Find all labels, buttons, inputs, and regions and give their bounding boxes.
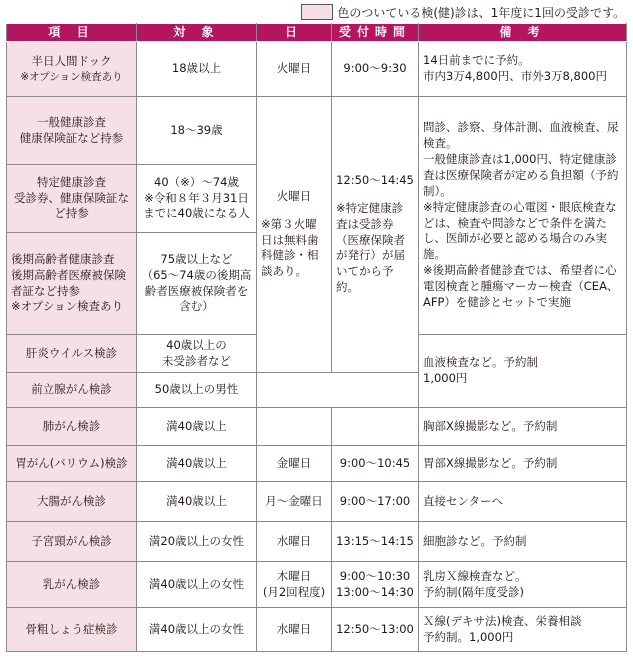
item-cell: 半日人間ドック ※オプション検査あり bbox=[7, 42, 137, 97]
note-cell-merged: 問診、診察、身体計測、血液検査、尿検査。 一般健康診査は1,000円、特定健康診査は医療保険者が定める負担額（予約制）。 ※特定健康診査の心電図・眼底検査などは、検査や問診などで条件を満たし、医師が必要と認める場合のみ実施。 ※後期高齢者健診査では、希望者に心電図検査と腫瘍マーカー検査（CEA、AFP）を健診とセットで実施 bbox=[419, 97, 627, 335]
table-row bbox=[7, 562, 627, 608]
item-cell: 前立腺がん検診 bbox=[7, 373, 137, 408]
target-cell: 満40歳以上 bbox=[137, 408, 257, 446]
item-cell: 乳がん検診 bbox=[7, 562, 137, 608]
legend-text: 色のついている検(健)診は、1年度に1回の受診です。 bbox=[337, 5, 625, 20]
header-time: 受付時間 bbox=[332, 24, 419, 42]
note-cell: 細胞診など。予約制 bbox=[419, 522, 627, 562]
target-cell: 満40歳以上の女性 bbox=[137, 562, 257, 608]
target-cell: 40歳以上の 未受診者など bbox=[137, 335, 257, 373]
time-cell: 12:50～13:00 bbox=[332, 608, 419, 652]
note-cell: 乳房Ｘ線検査など。 予約制(隔年度受診) bbox=[419, 562, 627, 608]
day-cell: 火曜日 bbox=[257, 42, 332, 97]
table-row bbox=[7, 446, 627, 482]
item-cell: 後期高齢者健康診査 後期高齢者医療被保険者証など持参 ※オプション検査あり bbox=[7, 233, 137, 335]
time-cell: 9:00～10:45 bbox=[332, 446, 419, 482]
item-cell: 肺がん検診 bbox=[7, 408, 137, 446]
time-cell-merged: 12:50～14:45 ※特定健康診査は受診券（医療保険者が発行）が届いてから予約。 bbox=[332, 97, 419, 373]
table-row bbox=[7, 97, 627, 165]
target-cell: 50歳以上の男性 bbox=[137, 373, 257, 408]
note-cell: 胸部X線撮影など。予約制 bbox=[419, 408, 627, 446]
target-cell: 18歳以上 bbox=[137, 42, 257, 97]
time-cell: 13:15～14:15 bbox=[332, 522, 419, 562]
item-cell: 胃がん(バリウム)検診 bbox=[7, 446, 137, 482]
target-cell: 満40歳以上の女性 bbox=[137, 608, 257, 652]
item-cell: 子宮頸がん検診 bbox=[7, 522, 137, 562]
table-row bbox=[7, 522, 627, 562]
item-cell: 特定健康診査 受診券、健康保険証など持参 bbox=[7, 165, 137, 233]
item-cell: 大腸がん検診 bbox=[7, 482, 137, 522]
legend-swatch bbox=[301, 4, 333, 20]
time-cell: 9:00～10:30 13:00～14:30 bbox=[332, 562, 419, 608]
target-cell: 満40歳以上 bbox=[137, 482, 257, 522]
target-cell: 満40歳以上 bbox=[137, 446, 257, 482]
header-item: 項 目 bbox=[7, 24, 137, 42]
day-cell: 月～金曜日 bbox=[257, 482, 332, 522]
header-note: 備 考 bbox=[419, 24, 627, 42]
item-cell: 骨粗しょう症検診 bbox=[7, 608, 137, 652]
item-cell: 一般健康診査 健康保険証など持参 bbox=[7, 97, 137, 165]
note-cell: 胃部X線撮影など。予約制 bbox=[419, 446, 627, 482]
day-cell: 水曜日 bbox=[257, 608, 332, 652]
note-cell: 直接センターへ bbox=[419, 482, 627, 522]
day-cell bbox=[257, 408, 332, 446]
time-cell: 9:00～9:30 bbox=[332, 42, 419, 97]
target-cell: 18～39歳 bbox=[137, 97, 257, 165]
header-row bbox=[7, 24, 627, 42]
note-cell: 14日前までに予約。 市内3万4,800円、市外3万8,800円 bbox=[419, 42, 627, 97]
time-cell: 9:00～17:00 bbox=[332, 482, 419, 522]
day-cell: 木曜日 (月2回程度) bbox=[257, 562, 332, 608]
note-cell: Ｘ線(デキサ法)検査、栄養相談 予約制。1,000円 bbox=[419, 608, 627, 652]
table-row bbox=[7, 482, 627, 522]
table-row bbox=[7, 42, 627, 97]
day-cell-merged: 火曜日 ※第３火曜日は無料歯科健診・相談あり。 bbox=[257, 97, 332, 373]
day-cell: 金曜日 bbox=[257, 446, 332, 482]
time-cell bbox=[332, 408, 419, 446]
day-cell: 水曜日 bbox=[257, 522, 332, 562]
table-row bbox=[7, 408, 627, 446]
target-cell: 75歳以上など （65～74歳の後期高齢者医療被保険者を含む） bbox=[137, 233, 257, 335]
table-row bbox=[7, 608, 627, 652]
header-target: 対 象 bbox=[137, 24, 257, 42]
target-cell: 満20歳以上の女性 bbox=[137, 522, 257, 562]
legend bbox=[301, 2, 625, 22]
item-cell: 肝炎ウイルス検診 bbox=[7, 335, 137, 373]
header-day: 日 bbox=[257, 24, 332, 42]
note-cell-merged: 血液検査など。予約制 1,000円 bbox=[419, 335, 627, 408]
target-cell: 40（※）～74歳 ※令和８年３月31日までに40歳になる人 bbox=[137, 165, 257, 233]
screening-table bbox=[6, 23, 627, 652]
